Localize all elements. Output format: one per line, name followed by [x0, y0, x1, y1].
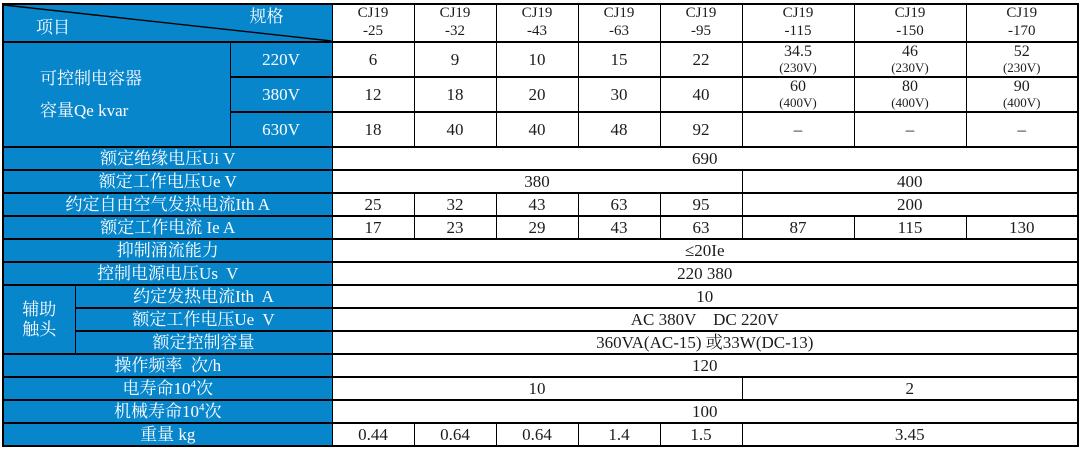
model-name: CJ19: [357, 5, 389, 22]
model-name: CJ19: [439, 5, 471, 22]
label-pre: 机械寿命10: [114, 401, 199, 421]
label-superscript: 4: [199, 401, 205, 414]
value-cell: 63: [660, 216, 742, 239]
value-cell: 200: [742, 193, 1078, 216]
value-cell: 0.64: [496, 423, 578, 446]
label-post: 次: [204, 401, 222, 421]
value-cell: 23: [414, 216, 496, 239]
model-header: [414, 4, 496, 42]
value-cell: 92: [660, 112, 742, 147]
value-cell: [854, 77, 966, 112]
value-sub: (230V): [891, 60, 929, 76]
model-suffix: -95: [691, 23, 711, 39]
value-cell: –: [854, 112, 966, 147]
row-rated-insulation-voltage: [3, 147, 1078, 170]
value-cell: 20: [496, 77, 578, 112]
value-cell: [966, 42, 1078, 77]
value-cell: 29: [496, 216, 578, 239]
row-rated-working-current: [3, 216, 1078, 239]
value-main: 60: [790, 78, 806, 96]
voltage-label: 380V: [230, 77, 332, 112]
model-suffix: -32: [445, 23, 465, 39]
value-cell: 360VA(AC-15) 或33W(DC-13): [332, 331, 1078, 354]
value-cell: 10: [332, 377, 742, 400]
row-label: 额定工作电压Ue V: [3, 170, 332, 193]
value-cell: 25: [332, 193, 414, 216]
model-header: [660, 4, 742, 42]
value-cell: 63: [578, 193, 660, 216]
model-suffix: -115: [784, 23, 812, 39]
value-cell: 95: [660, 193, 742, 216]
label-superscript: 4: [190, 378, 196, 391]
value-cell: –: [966, 112, 1078, 147]
aux-label-line2: 触头: [22, 319, 57, 339]
model-name: CJ19: [1006, 5, 1038, 22]
row-rated-working-voltage: [3, 170, 1078, 193]
model-name: CJ19: [521, 5, 553, 22]
label-post: 次: [196, 378, 213, 398]
row-aux-thermal-current: [3, 285, 1078, 308]
value-cell: 220 380: [332, 262, 1078, 285]
capacity-row-220v: [3, 42, 1078, 77]
row-label: 控制电源电压Us V: [3, 262, 332, 285]
value-main: 90: [1013, 78, 1030, 96]
value-cell: 87: [742, 216, 854, 239]
row-electrical-life: [3, 377, 1078, 400]
row-label: 操作频率 次/h: [3, 354, 332, 377]
value-cell: 32: [414, 193, 496, 216]
row-weight: [3, 423, 1078, 446]
model-header: [496, 4, 578, 42]
value-sub: (230V): [779, 60, 817, 76]
value-cell: AC 380V DC 220V: [332, 308, 1078, 331]
aux-group-label: [3, 285, 75, 354]
aux-label-line1: 辅助: [22, 299, 57, 319]
value-cell: 43: [496, 193, 578, 216]
value-cell: 115: [854, 216, 966, 239]
value-cell: 15: [578, 42, 660, 77]
corner-item-label: 项目: [36, 18, 70, 38]
capacity-label-line2: 容量Qe kvar: [40, 100, 129, 120]
row-aux-working-voltage: [3, 308, 1078, 331]
row-label: 抑制涌流能力: [3, 239, 332, 262]
value-sub: (230V): [1002, 60, 1041, 76]
value-cell: 10: [332, 285, 1078, 308]
model-header: [742, 4, 854, 42]
model-name: CJ19: [685, 5, 717, 22]
value-cell: [742, 42, 854, 77]
value-main: 46: [902, 43, 918, 61]
spec-table: [2, 3, 1079, 447]
model-header: [578, 4, 660, 42]
value-cell: ≤20Ie: [332, 239, 1078, 262]
value-cell: 40: [414, 112, 496, 147]
row-inrush-suppression: [3, 239, 1078, 262]
row-aux-control-capacity: [3, 331, 1078, 354]
value-cell: 6: [332, 42, 414, 77]
value-cell: 40: [496, 112, 578, 147]
value-cell: 0.64: [414, 423, 496, 446]
row-free-air-thermal-current: [3, 193, 1078, 216]
corner-spec-label: 规格: [249, 7, 284, 26]
value-cell: 10: [496, 42, 578, 77]
value-main: 52: [1013, 43, 1030, 61]
value-cell: 22: [660, 42, 742, 77]
value-cell: 48: [578, 112, 660, 147]
row-label: 额定控制容量: [75, 331, 332, 354]
value-cell: 380: [332, 170, 742, 193]
row-label: 约定自由空气发热电流Ith A: [3, 193, 332, 216]
value-cell: 18: [332, 112, 414, 147]
value-cell: 400: [742, 170, 1078, 193]
value-cell: [742, 77, 854, 112]
value-cell: 9: [414, 42, 496, 77]
value-cell: 40: [660, 77, 742, 112]
model-suffix: -170: [1008, 23, 1036, 39]
corner-cell: [3, 4, 332, 42]
model-header: [966, 4, 1078, 42]
row-mechanical-life: [3, 400, 1078, 423]
value-cell: [854, 42, 966, 77]
value-cell: 3.45: [742, 423, 1078, 446]
value-main: 34.5: [784, 43, 812, 61]
capacity-group-label: [3, 42, 230, 147]
row-label: [3, 400, 332, 423]
value-cell: 1.5: [660, 423, 742, 446]
row-control-supply-voltage: [3, 262, 1078, 285]
row-label: 额定绝缘电压Ui V: [3, 147, 332, 170]
label-pre: 电寿命10: [122, 378, 191, 398]
model-suffix: -150: [896, 23, 924, 39]
model-name: CJ19: [603, 5, 635, 22]
row-label: 约定发热电流Ith A: [75, 285, 332, 308]
value-cell: 120: [332, 354, 1078, 377]
value-sub: (400V): [779, 95, 817, 111]
value-cell: 12: [332, 77, 414, 112]
value-cell: 690: [332, 147, 1078, 170]
model-suffix: -25: [363, 23, 383, 39]
header-row: [3, 4, 1078, 42]
model-header: [854, 4, 966, 42]
value-sub: (400V): [1002, 95, 1041, 111]
value-cell: 30: [578, 77, 660, 112]
value-cell: 2: [742, 377, 1078, 400]
row-operating-frequency: [3, 354, 1078, 377]
model-suffix: -43: [527, 23, 547, 39]
row-label: [3, 377, 332, 400]
model-suffix: -63: [609, 23, 629, 39]
value-cell: [966, 77, 1078, 112]
voltage-label: 220V: [230, 42, 332, 77]
row-label: 额定工作电流 Ie A: [3, 216, 332, 239]
model-header: [332, 4, 414, 42]
row-label: 重量 kg: [3, 423, 332, 446]
value-cell: 18: [414, 77, 496, 112]
voltage-label: 630V: [230, 112, 332, 147]
row-label: 额定工作电压Ue V: [75, 308, 332, 331]
model-name: CJ19: [782, 5, 814, 22]
value-cell: 0.44: [332, 423, 414, 446]
value-main: 80: [902, 78, 918, 96]
value-cell: –: [742, 112, 854, 147]
value-cell: 43: [578, 216, 660, 239]
value-cell: 130: [966, 216, 1078, 239]
value-cell: 100: [332, 400, 1078, 423]
model-name: CJ19: [894, 5, 926, 22]
value-cell: 17: [332, 216, 414, 239]
capacity-label-line1: 可控制电容器: [40, 69, 142, 89]
value-sub: (400V): [891, 95, 929, 111]
value-cell: 1.4: [578, 423, 660, 446]
